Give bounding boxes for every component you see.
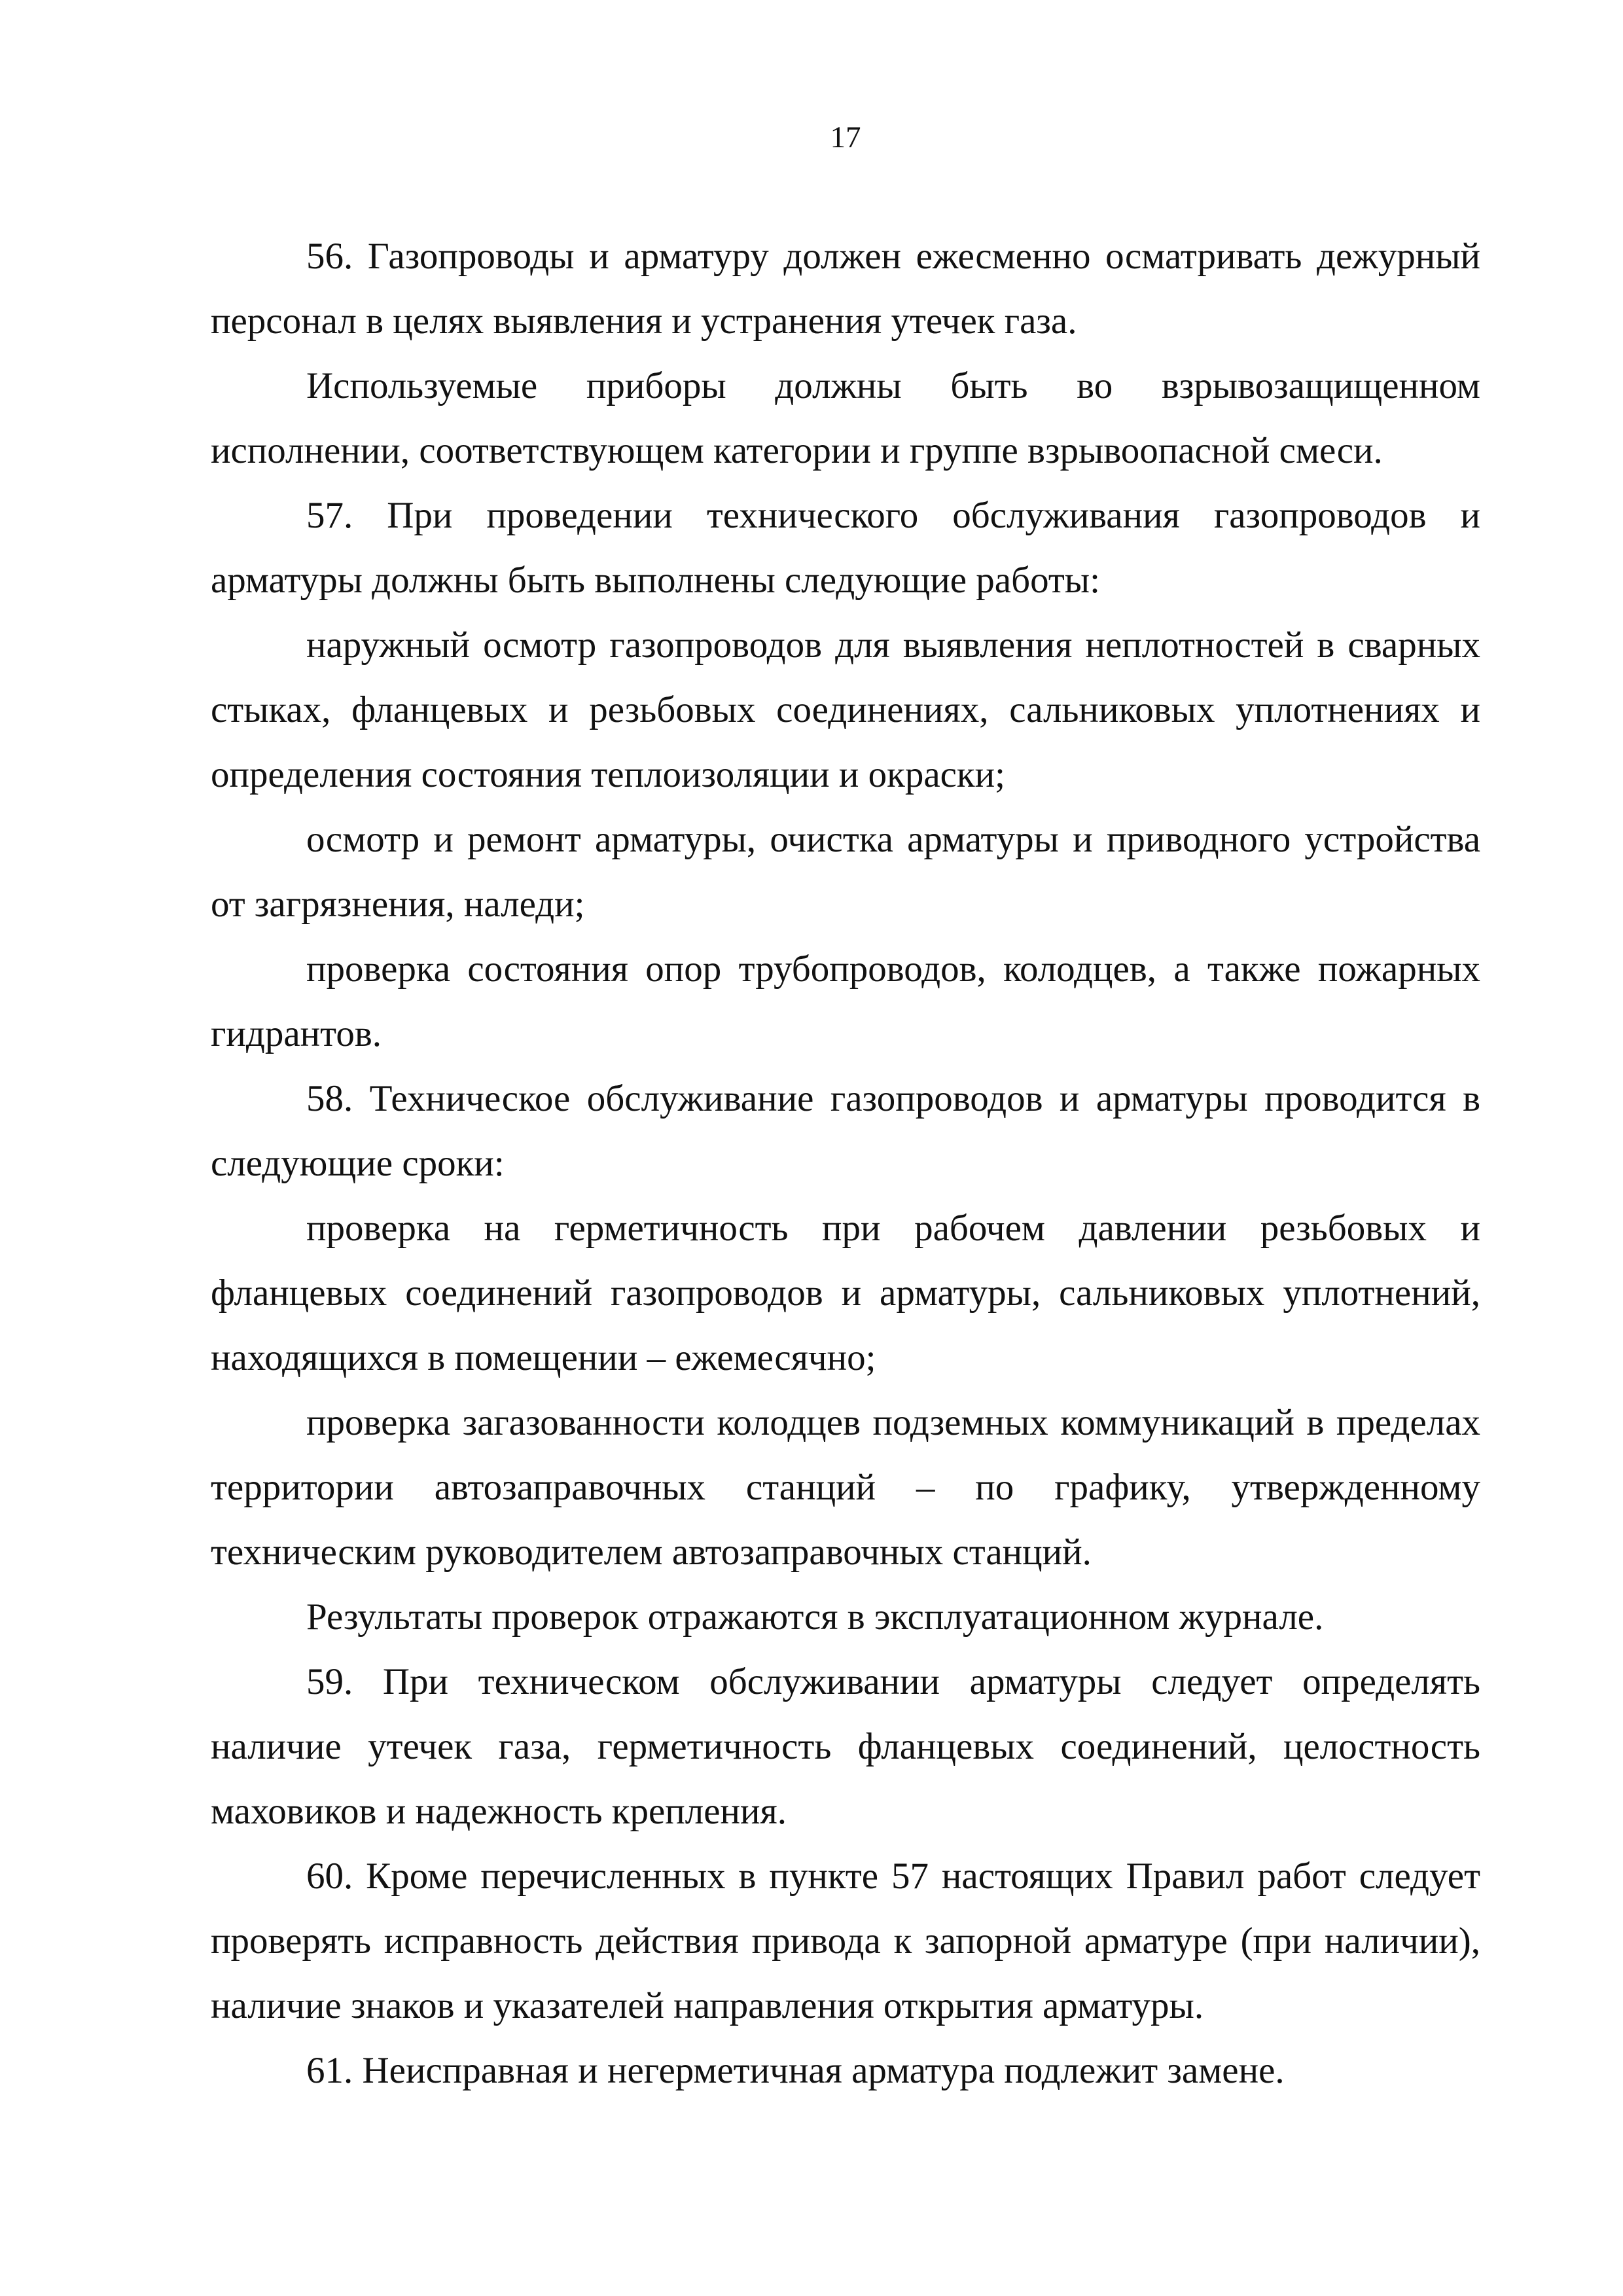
paragraph-57: 57. При проведении технического обслуживания газопроводов и арматуры должны быть выполнены следующие работы: [211, 495, 1480, 601]
paragraph-results: Результаты проверок отражаются в эксплуатационном журнале. [306, 1596, 1324, 1638]
paragraph-57-item-supports-check: проверка состояния опор трубопроводов, колодцев, а также пожарных гидрантов. [211, 948, 1480, 1054]
paragraph-61: 61. Неисправная и негерметичная арматура подлежит замене. [306, 2050, 1285, 2091]
paragraph-58-item-tightness: проверка на герметичность при рабочем давлении резьбовых и фланцевых соединений газопроводов и арматуры, сальниковых уплотнений, находящихся в помещении – ежемесячно; [211, 1208, 1480, 1378]
document-page [211, 0, 1480, 2296]
document-body [211, 224, 1480, 2103]
paragraph-60: 60. Кроме перечисленных в пункте 57 настоящих Правил работ следует проверять исправность действия привода к запорной арматуре (при наличии), наличие знаков и указателей направления открытия арматуры. [211, 1856, 1480, 2026]
paragraph-57-item-external-inspection: наружный осмотр газопроводов для выявления неплотностей в сварных стыках, фланцевых и резьбовых соединениях, сальниковых уплотнениях и определения состояния теплоизоляции и окраски; [211, 624, 1480, 795]
paragraph-58: 58. Техническое обслуживание газопроводов и арматуры проводится в следующие сроки: [211, 1078, 1480, 1184]
paragraph-56: 56. Газопроводы и арматуру должен ежесменно осматривать дежурный персонал в целях выявления и устранения утечек газа. [211, 236, 1480, 342]
paragraph-57-item-valve-repair: осмотр и ремонт арматуры, очистка арматуры и приводного устройства от загрязнения, наледи; [211, 819, 1480, 925]
paragraph-instruments: Используемые приборы должны быть во взрывозащищенном исполнении, соответствующем категории и группе взрывоопасной смеси. [211, 365, 1480, 471]
paragraph-58-item-gas-contamination: проверка загазованности колодцев подземных коммуникаций в пределах территории автозаправочных станций – по графику, утвержденному техническим руководителем автозаправочных станций. [211, 1402, 1480, 1573]
paragraph-59: 59. При техническом обслуживании арматуры следует определять наличие утечек газа, герметичность фланцевых соединений, целостность маховиков и надежность крепления. [211, 1661, 1480, 1832]
page-number: 17 [830, 120, 861, 154]
